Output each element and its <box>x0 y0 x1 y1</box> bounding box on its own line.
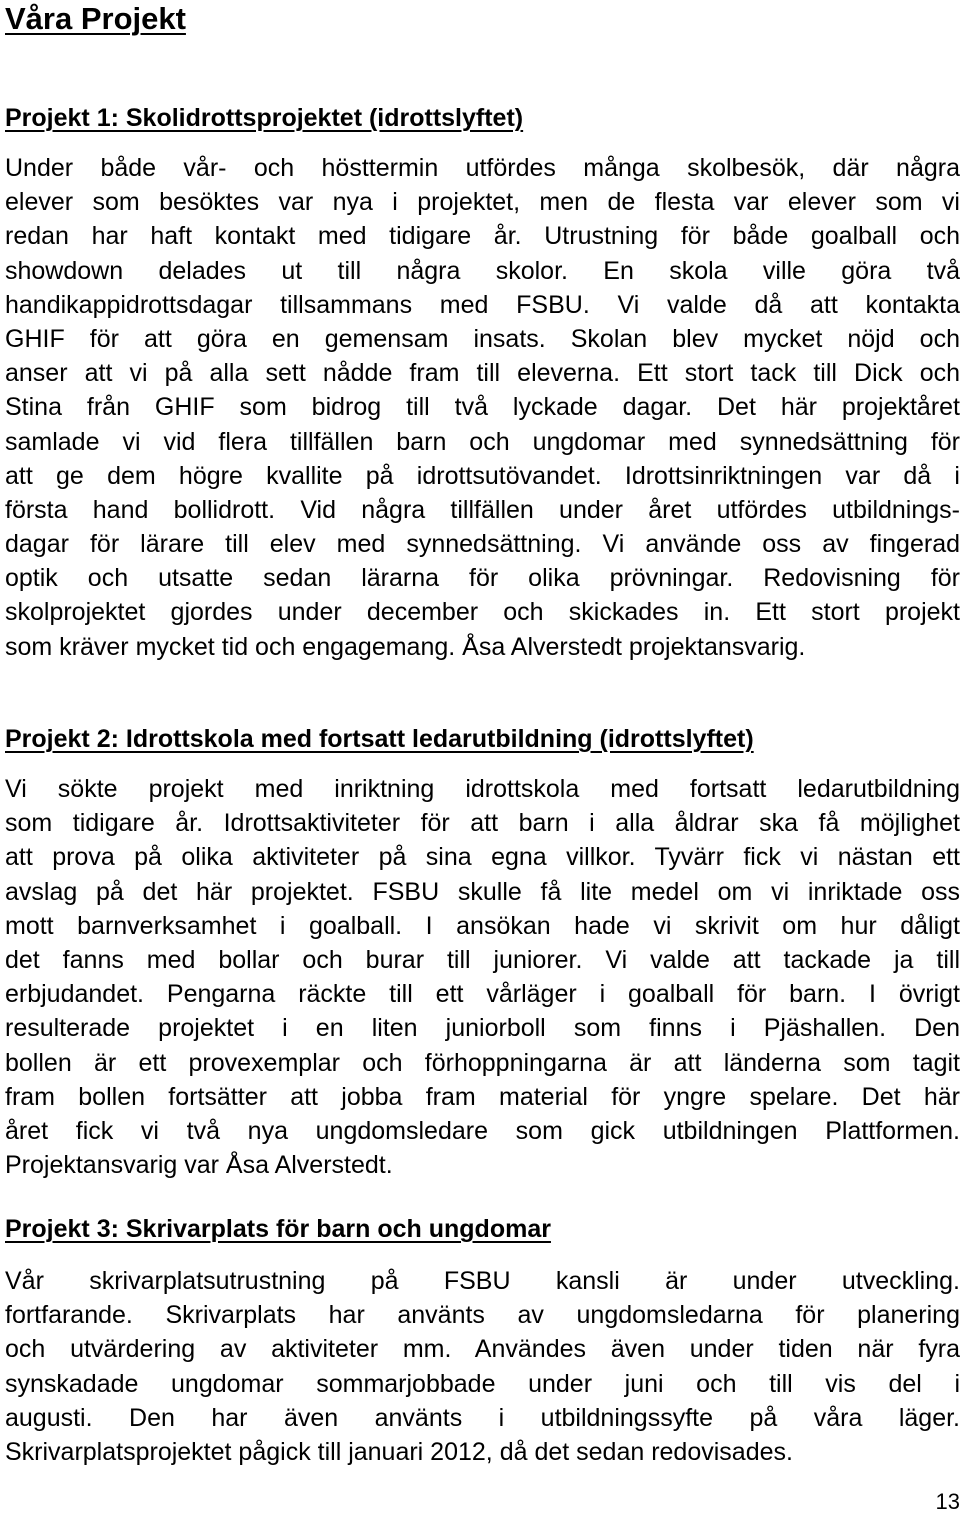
paragraph-line: Vi sökte projekt med inriktning idrottskola med fortsatt ledarutbildning <box>5 775 960 803</box>
paragraph-line: avslag på det här projektet. FSBU skulle få lite medel om vi inriktade oss <box>5 877 960 906</box>
paragraph-line: första hand bollidrott. Vid några tillfällen under året utfördes utbildnings- <box>5 495 960 524</box>
paragraph-line: samlade vi vid flera tillfällen barn och ungdomar med synnedsättning för <box>5 427 960 456</box>
paragraph-line: Skrivarplatsprojektet pågick till januari 2012, då det sedan redovisades. <box>5 1437 793 1466</box>
page-number: 13 <box>935 1489 960 1514</box>
project-3-text <box>5 1264 960 1469</box>
paragraph-line: bollen är ett provexemplar och förhoppningarna är att länderna som tagit <box>5 1048 960 1077</box>
paragraph-line: resulterade projektet i en liten juniorboll som finns i Pjäshallen. Den <box>5 1014 960 1043</box>
paragraph-line: erbjudandet. Pengarna räckte till ett vårläger i goalball för barn. I övrigt <box>5 980 960 1009</box>
project-2-text <box>5 772 960 1182</box>
paragraph-line: året fick vi två nya ungdomsledare som gick utbildningen Plattformen. <box>5 1116 960 1145</box>
paragraph-line: GHIF för att göra en gemensam insats. Skolan blev mycket nöjd och <box>5 324 960 353</box>
paragraph-line: fram bollen fortsätter att jobba fram material för yngre spelare. Det här <box>5 1082 960 1111</box>
paragraph-line: dagar för lärare till elev med synnedsättning. Vi använde oss av fingerad <box>5 530 960 559</box>
paragraph-line: synskadade ungdomar sommarjobbade under juni och till vis del i <box>5 1369 960 1398</box>
paragraph-line: att ge dem högre kvallite på idrottsutövandet. Idrottsinriktningen var då i <box>5 461 960 490</box>
paragraph-line: Projektansvarig var Åsa Alverstedt. <box>5 1151 393 1180</box>
paragraph-line: och utvärdering av aktiviteter mm. Användes även under tiden när fyra <box>5 1335 960 1364</box>
paragraph-line: att prova på olika aktiviteter på sina egna villkor. Tyvärr fick vi nästan ett <box>5 843 960 872</box>
paragraph-line: mott barnverksamhet i goalball. I ansökan hade vi skrivit om hur dåligt <box>5 911 960 940</box>
paragraph-line: Under både vår- och hösttermin utfördes många skolbesök, där några <box>5 154 960 182</box>
project-3-heading: Projekt 3: Skrivarplats för barn och ungdomar <box>5 1215 551 1243</box>
paragraph-line: handikappidrottsdagar tillsammans med FSBU. Vi valde då att kontakta <box>5 290 960 319</box>
paragraph-line: det fanns med bollar och burar till juniorer. Vi valde att tackade ja till <box>5 945 960 974</box>
paragraph-line: redan har haft kontakt med tidigare år. Utrustning för både goalball och <box>5 222 960 251</box>
paragraph-line: showdown delades ut till några skolor. En skola ville göra två <box>5 256 960 285</box>
page-title: Våra Projekt <box>5 1 186 36</box>
project-1-heading: Projekt 1: Skolidrottsprojektet (idrottslyftet) <box>5 104 524 132</box>
paragraph-line: fortfarande. Skrivarplats har använts av ungdomsledarna för planering <box>5 1301 960 1330</box>
paragraph-line: som kräver mycket tid och engagemang. Åsa Alverstedt projektansvarig. <box>5 632 806 661</box>
paragraph-line: anser att vi på alla sett nådde fram till eleverna. Ett stort tack till Dick och <box>5 359 960 388</box>
paragraph-line: som tidigare år. Idrottsaktiviteter för att barn i alla åldrar ska få möjlighet <box>5 809 960 838</box>
project-2-heading: Projekt 2: Idrottskola med fortsatt ledarutbildning (idrottslyftet) <box>5 725 754 753</box>
paragraph-line: elever som besöktes var nya i projektet, men de flesta var elever som vi <box>5 188 960 217</box>
paragraph-line: Vår skrivarplatsutrustning på FSBU kansli är under utveckling. <box>5 1267 960 1295</box>
project-1-text <box>5 151 960 664</box>
paragraph-line: augusti. Den har även använts i utbildningssyfte på våra läger. <box>5 1403 960 1432</box>
paragraph-line: skolprojektet gjordes under december och skickades in. Ett stort projekt <box>5 598 960 627</box>
paragraph-line: Stina från GHIF som bidrog till två lyckade dagar. Det här projektåret <box>5 393 960 422</box>
paragraph-line: optik och utsatte sedan lärarna för olika prövningar. Redovisning för <box>5 564 960 593</box>
